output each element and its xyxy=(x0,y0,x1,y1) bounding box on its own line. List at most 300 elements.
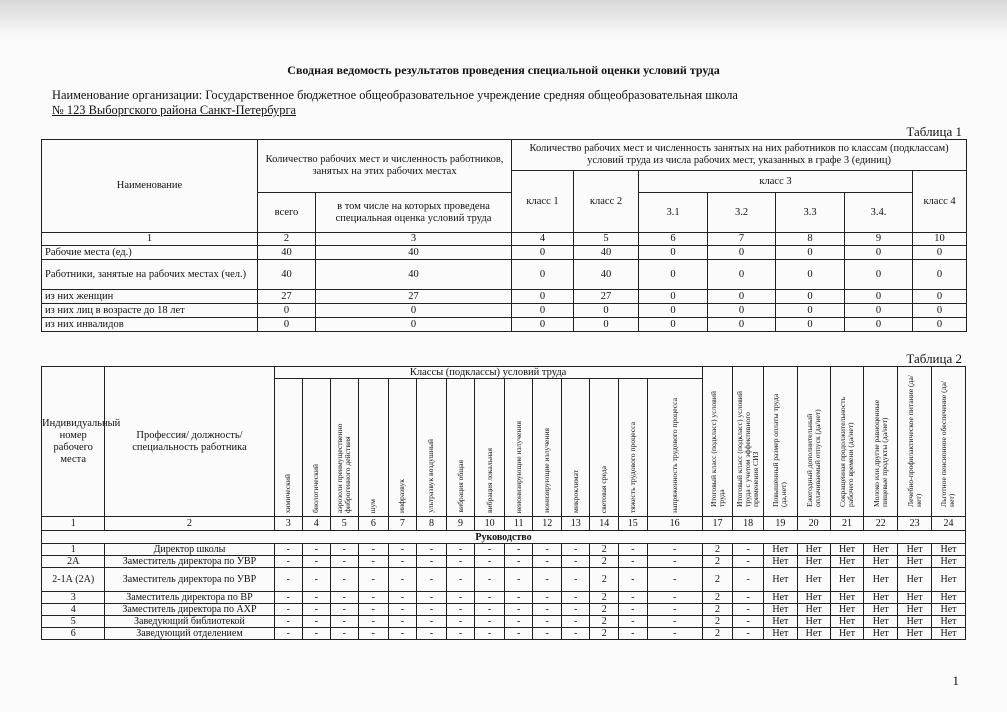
cell-value: - xyxy=(274,544,303,556)
header-extra-label: Итоговый класс (подкласс) условий труда с учетом эффективного применения СИЗ xyxy=(735,391,761,507)
header-workplace-number: Индивидуальный номер рабочего места xyxy=(42,367,105,517)
colnum: 3 xyxy=(274,517,303,531)
cell-value: - xyxy=(359,616,389,628)
cell-value: 0 xyxy=(316,304,512,318)
table-row xyxy=(42,544,966,556)
header-factor xyxy=(533,379,562,517)
cell-value: 27 xyxy=(316,290,512,304)
colnum: 5 xyxy=(330,517,359,531)
cell-value: - xyxy=(561,544,590,556)
cell-value: 2 xyxy=(590,628,619,640)
cell-value: - xyxy=(388,568,417,592)
table-row xyxy=(42,260,967,290)
cell-value: Нет xyxy=(864,604,898,616)
cell-value: 2 xyxy=(702,604,733,616)
cell-value: Нет xyxy=(830,616,864,628)
cell-value: - xyxy=(446,616,475,628)
cell-value: 0 xyxy=(776,304,845,318)
cell-value: Нет xyxy=(797,616,830,628)
header-class-3-3: 3.3 xyxy=(776,193,845,233)
colnum: 6 xyxy=(359,517,389,531)
cell-value: - xyxy=(303,616,330,628)
cell-value: - xyxy=(388,556,417,568)
cell-value: - xyxy=(417,568,447,592)
cell-value: - xyxy=(504,544,533,556)
cell-value: 0 xyxy=(512,318,574,332)
cell-value: - xyxy=(561,568,590,592)
cell-value: - xyxy=(475,616,505,628)
profession: Заместитель директора по УВР xyxy=(105,556,274,568)
cell-value: 40 xyxy=(316,260,512,290)
cell-value: Нет xyxy=(797,592,830,604)
cell-value: Нет xyxy=(763,628,797,640)
summary-table xyxy=(41,139,967,332)
cell-value: - xyxy=(330,628,359,640)
cell-value: Нет xyxy=(830,604,864,616)
colnum: 8 xyxy=(417,517,447,531)
profession: Директор школы xyxy=(105,544,274,556)
cell-value: - xyxy=(733,628,764,640)
cell-value: 2 xyxy=(590,556,619,568)
header-name: Наименование xyxy=(42,140,258,233)
header-factor xyxy=(359,379,389,517)
cell-value: 0 xyxy=(845,304,913,318)
header-extra-7 xyxy=(931,367,965,517)
cell-value: - xyxy=(446,544,475,556)
cell-value: 2 xyxy=(702,628,733,640)
profession: Заведующий отделением xyxy=(105,628,274,640)
cell-value: - xyxy=(733,604,764,616)
header-factor xyxy=(417,379,447,517)
table-row xyxy=(42,318,967,332)
cell-value: - xyxy=(504,616,533,628)
row-name: Работники, занятые на рабочих местах (чел.) xyxy=(42,260,258,290)
cell-value: Нет xyxy=(898,568,932,592)
profession: Заместитель директора по УВР xyxy=(105,568,274,592)
cell-value: - xyxy=(561,628,590,640)
cell-value: 0 xyxy=(258,318,316,332)
header-class-3-2: 3.2 xyxy=(708,193,776,233)
cell-value: 0 xyxy=(845,318,913,332)
header-extra-label: Сокращенная продолжительность рабочего времени (да/нет) xyxy=(837,396,855,507)
cell-value: - xyxy=(561,604,590,616)
cell-value: 0 xyxy=(776,290,845,304)
cell-value: Нет xyxy=(830,556,864,568)
cell-value: Нет xyxy=(797,556,830,568)
cell-value: 2 xyxy=(590,544,619,556)
cell-value: - xyxy=(475,544,505,556)
cell-value: - xyxy=(388,544,417,556)
colnum: 10 xyxy=(475,517,505,531)
cell-value: - xyxy=(733,568,764,592)
header-extra-1 xyxy=(733,367,764,517)
cell-value: 0 xyxy=(776,318,845,332)
colnum: 9 xyxy=(446,517,475,531)
cell-value: - xyxy=(330,544,359,556)
cell-value: Нет xyxy=(830,592,864,604)
cell-value: - xyxy=(417,604,447,616)
cell-value: 0 xyxy=(316,318,512,332)
table-row xyxy=(42,592,966,604)
cell-value: - xyxy=(533,568,562,592)
cell-value: - xyxy=(417,616,447,628)
header-extra-6 xyxy=(898,367,932,517)
cell-value: - xyxy=(417,556,447,568)
header-factor-label: вибрация общая xyxy=(455,460,465,513)
cell-value: - xyxy=(303,556,330,568)
cell-value: Нет xyxy=(931,592,965,604)
workplace-number: 6 xyxy=(42,628,105,640)
cell-value: - xyxy=(619,544,648,556)
cell-value: - xyxy=(475,568,505,592)
colnum: 4 xyxy=(303,517,330,531)
cell-value: Нет xyxy=(898,544,932,556)
cell-value: 0 xyxy=(574,304,639,318)
table-row xyxy=(42,568,966,592)
colnum: 23 xyxy=(898,517,932,531)
colnum: 2 xyxy=(258,233,316,246)
cell-value: - xyxy=(446,604,475,616)
cell-value: Нет xyxy=(797,544,830,556)
cell-value: Нет xyxy=(931,568,965,592)
cell-value: - xyxy=(359,592,389,604)
row-name: из них женщин xyxy=(42,290,258,304)
cell-value: - xyxy=(274,604,303,616)
table-row xyxy=(42,290,967,304)
colnum: 9 xyxy=(845,233,913,246)
cell-value: Нет xyxy=(898,628,932,640)
organization-name xyxy=(52,88,912,118)
cell-value: 0 xyxy=(913,318,967,332)
cell-value: 0 xyxy=(776,260,845,290)
header-class-3-4: 3.4. xyxy=(845,193,913,233)
cell-value: - xyxy=(330,592,359,604)
cell-value: Нет xyxy=(797,628,830,640)
cell-value: - xyxy=(647,604,702,616)
header-factor-label: микроклимат xyxy=(570,470,580,513)
cell-value: Нет xyxy=(797,568,830,592)
cell-value: - xyxy=(446,592,475,604)
cell-value: Нет xyxy=(898,592,932,604)
header-factor xyxy=(590,379,619,517)
header-extra-4 xyxy=(830,367,864,517)
colnum: 16 xyxy=(647,517,702,531)
cell-value: Нет xyxy=(864,616,898,628)
header-factor-label: вибрация локальная xyxy=(484,448,494,513)
cell-value: 0 xyxy=(913,246,967,260)
header-class-2: класс 2 xyxy=(574,171,639,233)
cell-value: Нет xyxy=(830,544,864,556)
cell-value: - xyxy=(561,592,590,604)
cell-value: - xyxy=(647,568,702,592)
header-factor-label: аэрозоли преимущественно фиброгенного действия xyxy=(335,423,353,513)
cell-value: Нет xyxy=(898,604,932,616)
colnum: 24 xyxy=(931,517,965,531)
row-name: Рабочие места (ед.) xyxy=(42,246,258,260)
org-line-2: № 123 Выборгского района Санкт-Петербурга xyxy=(52,103,297,117)
header-count: Количество рабочих мест и численность работников, занятых на этих рабочих местах xyxy=(258,140,512,193)
header-factor xyxy=(647,379,702,517)
cell-value: 40 xyxy=(574,260,639,290)
colnum: 17 xyxy=(702,517,733,531)
cell-value: - xyxy=(330,616,359,628)
cell-value: Нет xyxy=(830,628,864,640)
cell-value: - xyxy=(388,616,417,628)
colnum: 3 xyxy=(316,233,512,246)
column-numbers-row xyxy=(42,517,966,531)
cell-value: - xyxy=(619,604,648,616)
cell-value: Нет xyxy=(864,592,898,604)
table-row xyxy=(42,304,967,318)
document-title: Сводная ведомость результатов проведения специальной оценки условий труда xyxy=(287,63,720,77)
colnum: 5 xyxy=(574,233,639,246)
header-extra-5 xyxy=(864,367,898,517)
cell-value: Нет xyxy=(797,604,830,616)
cell-value: - xyxy=(303,604,330,616)
cell-value: Нет xyxy=(864,628,898,640)
row-name: из них лиц в возрасте до 18 лет xyxy=(42,304,258,318)
profession: Заведующий библиотекой xyxy=(105,616,274,628)
cell-value: - xyxy=(533,616,562,628)
colnum: 1 xyxy=(42,233,258,246)
cell-value: - xyxy=(475,592,505,604)
cell-value: - xyxy=(533,544,562,556)
cell-value: 0 xyxy=(574,318,639,332)
header-extra-label: Повышенный размер оплаты труда (да,нет) xyxy=(771,393,789,507)
cell-value: - xyxy=(619,628,648,640)
header-assessed: в том числе на которых проведена специальная оценка условий труда xyxy=(316,193,512,233)
cell-value: 40 xyxy=(316,246,512,260)
cell-value: - xyxy=(647,616,702,628)
header-class-4: класс 4 xyxy=(913,171,967,233)
cell-value: 0 xyxy=(913,290,967,304)
cell-value: - xyxy=(417,628,447,640)
cell-value: - xyxy=(388,628,417,640)
cell-value: Нет xyxy=(864,568,898,592)
page-number: 1 xyxy=(952,673,959,688)
cell-value: 2 xyxy=(590,568,619,592)
cell-value: - xyxy=(446,628,475,640)
colnum: 7 xyxy=(388,517,417,531)
cell-value: 0 xyxy=(845,290,913,304)
cell-value: 2 xyxy=(702,592,733,604)
cell-value: - xyxy=(303,592,330,604)
cell-value: - xyxy=(619,616,648,628)
cell-value: - xyxy=(561,556,590,568)
cell-value: Нет xyxy=(763,604,797,616)
section-header: Руководство xyxy=(42,531,966,544)
cell-value: - xyxy=(446,568,475,592)
cell-value: Нет xyxy=(898,556,932,568)
cell-value: 0 xyxy=(913,304,967,318)
cell-value: - xyxy=(359,628,389,640)
colnum: 8 xyxy=(776,233,845,246)
cell-value: - xyxy=(388,592,417,604)
cell-value: Нет xyxy=(931,544,965,556)
header-extra-label: Молоко или другие равноценные пищевые продукты (да/нет) xyxy=(871,399,889,507)
cell-value: - xyxy=(330,556,359,568)
cell-value: - xyxy=(619,568,648,592)
cell-value: Нет xyxy=(931,616,965,628)
cell-value: - xyxy=(330,604,359,616)
header-extra-label: Льготное пенсионное обеспечение (да/нет) xyxy=(939,381,957,507)
colnum: 13 xyxy=(561,517,590,531)
cell-value: - xyxy=(417,592,447,604)
colnum: 20 xyxy=(797,517,830,531)
cell-value: 0 xyxy=(708,318,776,332)
cell-value: 40 xyxy=(574,246,639,260)
cell-value: - xyxy=(504,628,533,640)
cell-value: 0 xyxy=(639,290,708,304)
profession: Заместитель директора по ВР xyxy=(105,592,274,604)
colnum: 21 xyxy=(830,517,864,531)
header-extra-2 xyxy=(763,367,797,517)
cell-value: - xyxy=(504,556,533,568)
cell-value: 0 xyxy=(512,304,574,318)
cell-value: Нет xyxy=(763,616,797,628)
cell-value: Нет xyxy=(931,604,965,616)
cell-value: - xyxy=(619,556,648,568)
table-row xyxy=(42,556,966,568)
header-factor xyxy=(504,379,533,517)
cell-value: 2 xyxy=(702,556,733,568)
cell-value: 0 xyxy=(639,260,708,290)
colnum: 19 xyxy=(763,517,797,531)
header-factor xyxy=(561,379,590,517)
header-factor-label: световая среда xyxy=(599,465,609,513)
cell-value: Нет xyxy=(931,556,965,568)
header-factor-label: ультразвук воздушный xyxy=(426,439,436,513)
cell-value: - xyxy=(359,544,389,556)
header-class-3: класс 3 xyxy=(639,171,913,193)
cell-value: - xyxy=(475,556,505,568)
cell-value: - xyxy=(330,568,359,592)
header-factor xyxy=(446,379,475,517)
cell-value: - xyxy=(504,604,533,616)
colnum: 22 xyxy=(864,517,898,531)
header-class-1: класс 1 xyxy=(512,171,574,233)
cell-value: Нет xyxy=(898,616,932,628)
colnum: 6 xyxy=(639,233,708,246)
cell-value: - xyxy=(274,592,303,604)
header-extra-0 xyxy=(702,367,733,517)
cell-value: 2 xyxy=(590,616,619,628)
cell-value: 0 xyxy=(708,304,776,318)
cell-value: 0 xyxy=(639,318,708,332)
workplace-number: 4 xyxy=(42,604,105,616)
cell-value: - xyxy=(274,568,303,592)
cell-value: - xyxy=(561,616,590,628)
cell-value: - xyxy=(303,568,330,592)
header-extra-3 xyxy=(797,367,830,517)
header-extra-label: Лечебно-профилактическое питание (да/нет) xyxy=(905,375,923,507)
cell-value: - xyxy=(446,556,475,568)
workplace-number: 2А xyxy=(42,556,105,568)
colnum: 1 xyxy=(42,517,105,531)
cell-value: 0 xyxy=(845,246,913,260)
cell-value: - xyxy=(475,604,505,616)
scan-shadow xyxy=(0,0,1007,42)
cell-value: - xyxy=(303,628,330,640)
workplace-number: 2-1А (2А) xyxy=(42,568,105,592)
workplace-number: 1 xyxy=(42,544,105,556)
cell-value: - xyxy=(733,616,764,628)
cell-value: 2 xyxy=(590,592,619,604)
cell-value: 40 xyxy=(258,246,316,260)
cell-value: 2 xyxy=(590,604,619,616)
workplace-number: 5 xyxy=(42,616,105,628)
cell-value: - xyxy=(533,556,562,568)
header-profession: Профессия/ должность/ специальность работника xyxy=(105,367,274,517)
cell-value: Нет xyxy=(763,556,797,568)
table-row xyxy=(42,246,967,260)
cell-value: Нет xyxy=(864,556,898,568)
cell-value: 2 xyxy=(702,544,733,556)
cell-value: 0 xyxy=(639,304,708,318)
header-factor-label: инфразвук xyxy=(397,478,407,513)
cell-value: - xyxy=(533,592,562,604)
cell-value: 0 xyxy=(708,290,776,304)
header-extra-label: Итоговый класс (подкласс) условий труда xyxy=(708,391,726,507)
cell-value: Нет xyxy=(931,628,965,640)
cell-value: - xyxy=(533,604,562,616)
cell-value: - xyxy=(274,556,303,568)
org-line-1: Наименование организации: Государственное бюджетное общеобразовательное учреждение средняя общеобразовательная школа xyxy=(52,88,738,102)
cell-value: - xyxy=(417,544,447,556)
colnum: 4 xyxy=(512,233,574,246)
cell-value: - xyxy=(647,544,702,556)
header-factor-label: ионизирующие излучения xyxy=(542,428,552,513)
colnum: 11 xyxy=(504,517,533,531)
table-row xyxy=(42,616,966,628)
table-row xyxy=(42,628,966,640)
cell-value: 2 xyxy=(702,568,733,592)
cell-value: 0 xyxy=(913,260,967,290)
cell-value: - xyxy=(647,556,702,568)
header-factor xyxy=(274,379,303,517)
cell-value: 27 xyxy=(258,290,316,304)
cell-value: - xyxy=(359,556,389,568)
cell-value: Нет xyxy=(763,568,797,592)
cell-value: 0 xyxy=(708,246,776,260)
cell-value: - xyxy=(733,592,764,604)
cell-value: Нет xyxy=(864,544,898,556)
cell-value: 0 xyxy=(512,246,574,260)
cell-value: 0 xyxy=(258,304,316,318)
cell-value: 0 xyxy=(512,290,574,304)
cell-value: - xyxy=(504,592,533,604)
cell-value: - xyxy=(504,568,533,592)
header-factor xyxy=(303,379,330,517)
cell-value: - xyxy=(475,628,505,640)
colnum: 15 xyxy=(619,517,648,531)
header-factor-label: химический xyxy=(283,473,293,513)
cell-value: - xyxy=(733,556,764,568)
cell-value: - xyxy=(619,592,648,604)
header-factor xyxy=(330,379,359,517)
cell-value: - xyxy=(359,604,389,616)
header-total: всего xyxy=(258,193,316,233)
cell-value: 40 xyxy=(258,260,316,290)
cell-value: - xyxy=(388,604,417,616)
row-name: из них инвалидов xyxy=(42,318,258,332)
cell-value: Нет xyxy=(830,568,864,592)
colnum: 2 xyxy=(105,517,274,531)
cell-value: 0 xyxy=(512,260,574,290)
cell-value: 0 xyxy=(776,246,845,260)
column-numbers-row xyxy=(42,233,967,246)
table1-caption: Таблица 1 xyxy=(906,124,962,139)
